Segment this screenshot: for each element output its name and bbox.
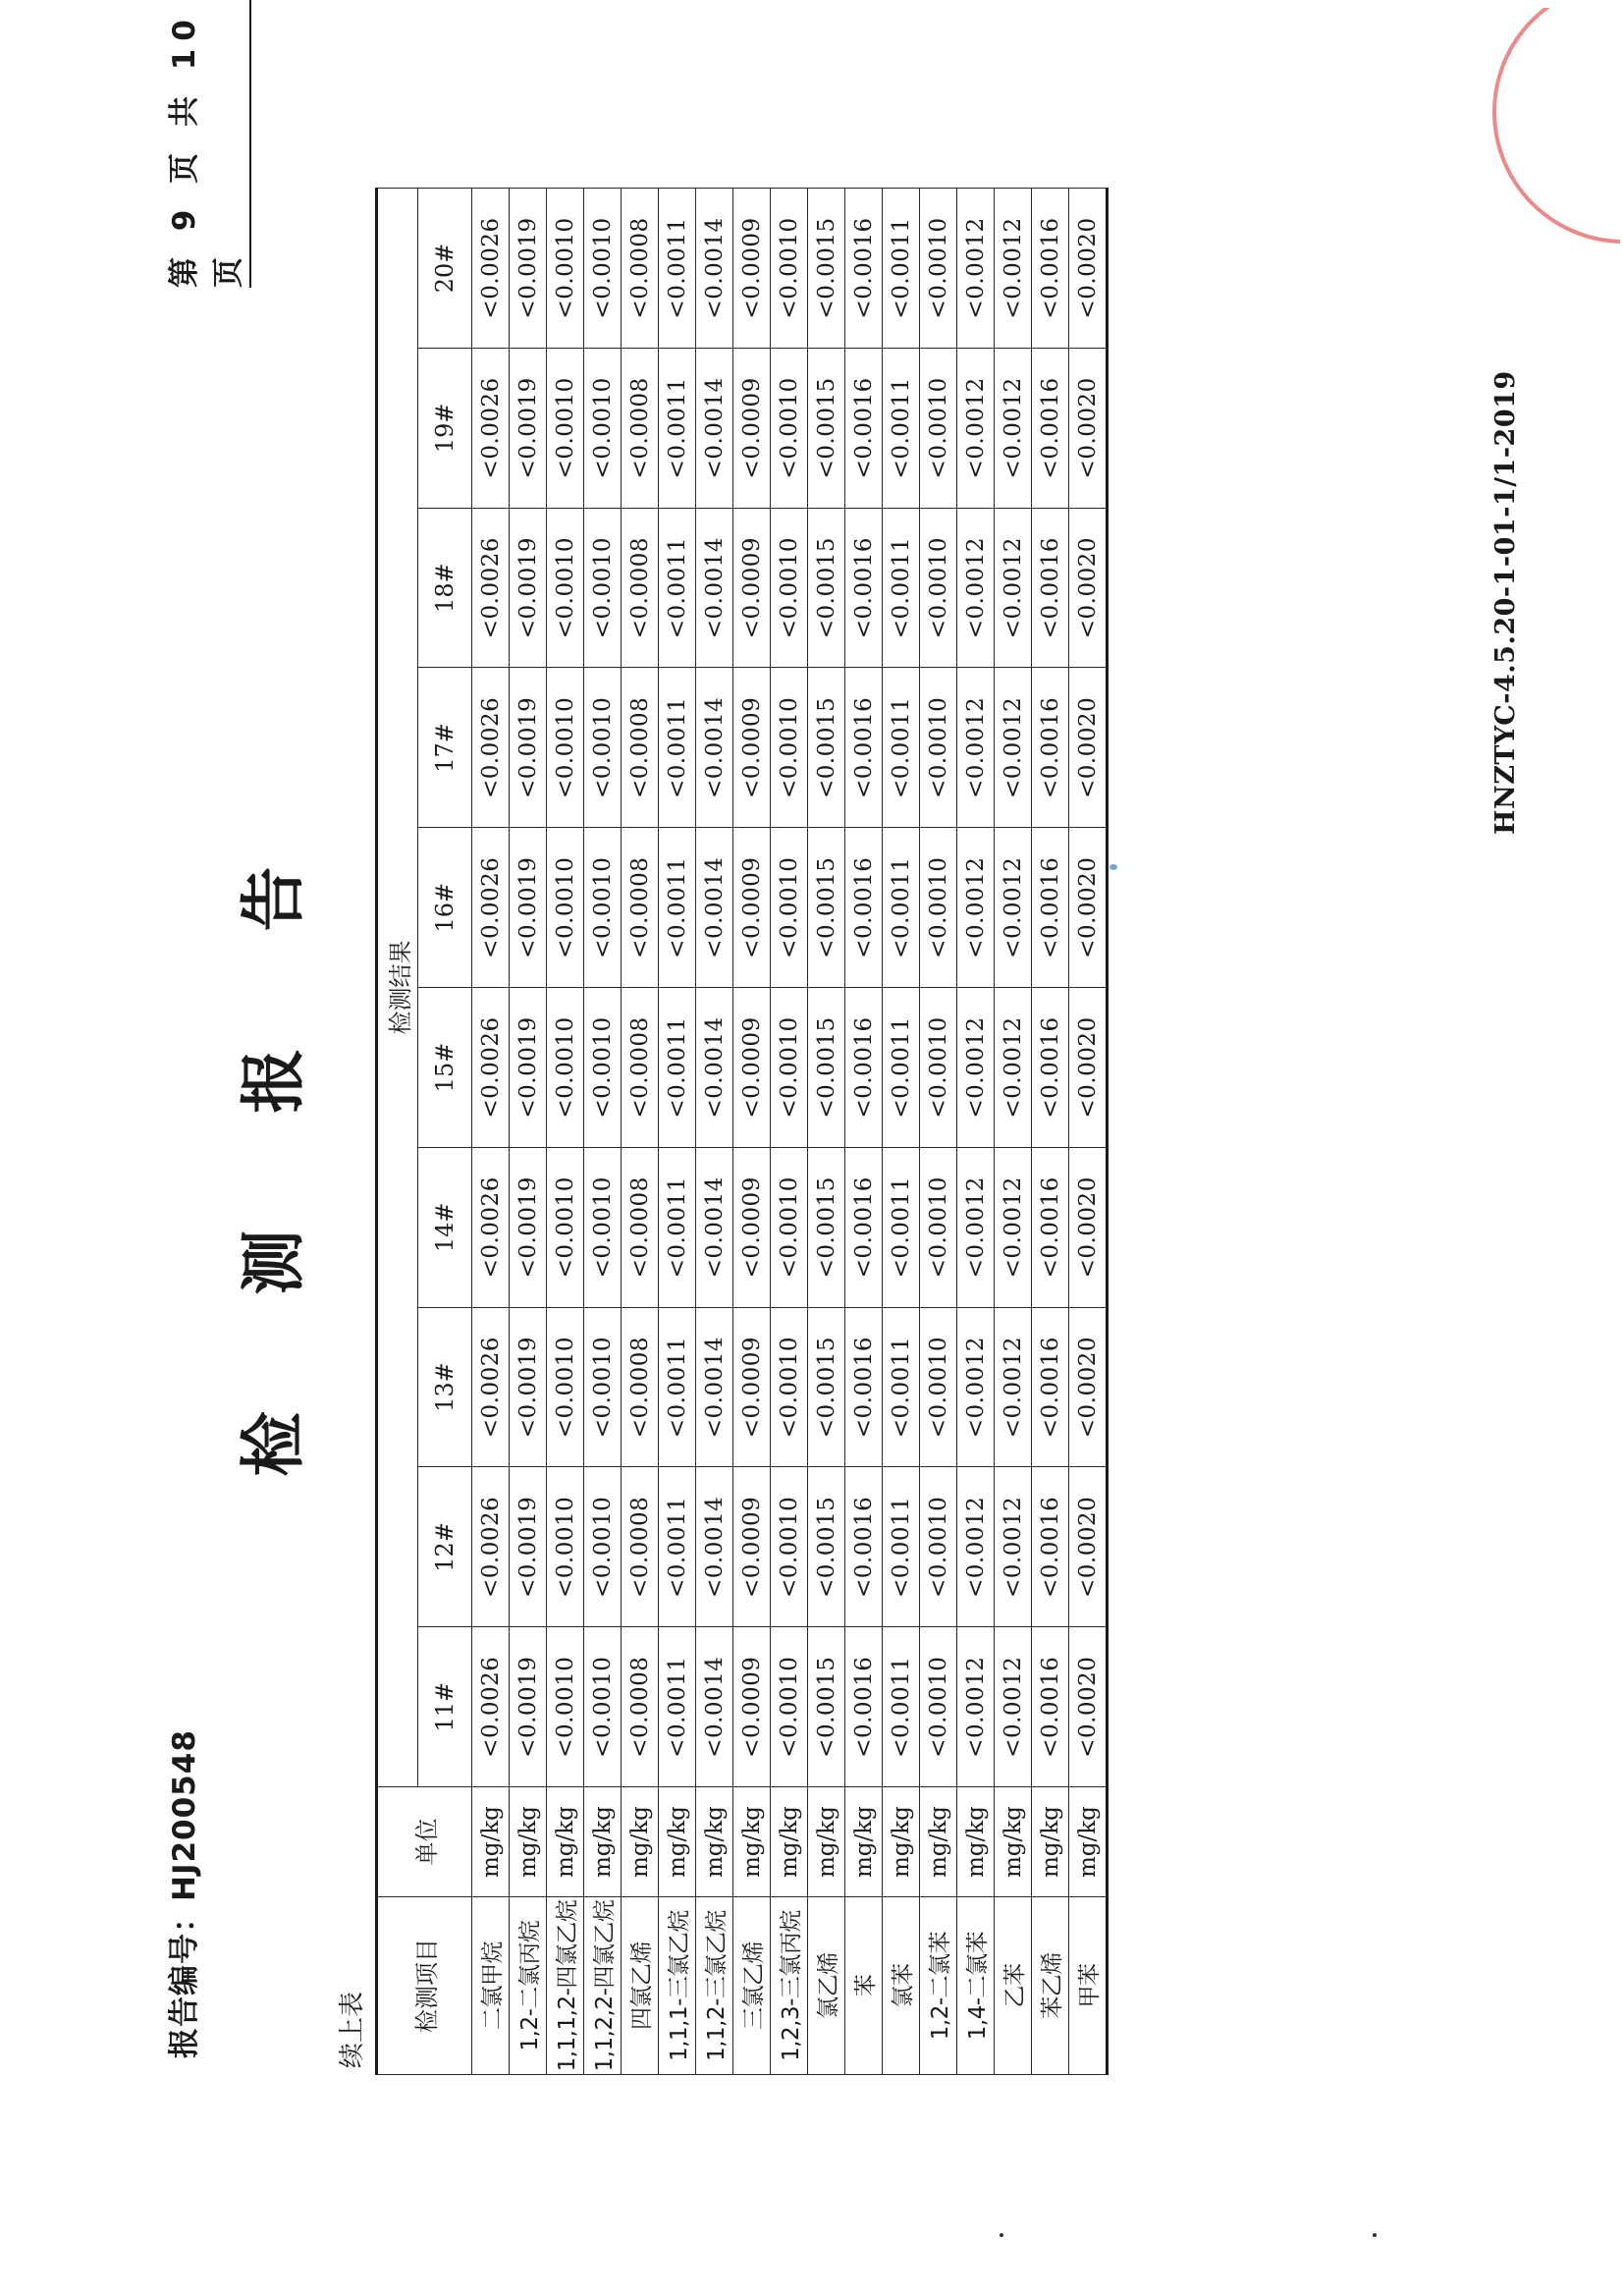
sample-header-cell: 15# xyxy=(418,988,472,1148)
result-cell: <0.0011 xyxy=(883,1627,920,1787)
result-cell: <0.0009 xyxy=(733,1627,771,1787)
item-cell: 1,1,1,2-四氯乙烷 xyxy=(547,1897,584,2075)
result-cell: <0.0008 xyxy=(622,988,659,1148)
result-cell: <0.0011 xyxy=(659,988,696,1148)
table-row xyxy=(622,189,659,2075)
table-row xyxy=(1032,189,1069,2075)
table-header-row xyxy=(377,189,418,2075)
result-cell: <0.0010 xyxy=(584,189,622,349)
scan-dot xyxy=(1373,2233,1377,2237)
result-cell: <0.0008 xyxy=(622,508,659,668)
result-cell: <0.0010 xyxy=(584,348,622,508)
unit-cell: mg/kg xyxy=(845,1787,883,1897)
result-cell: <0.0010 xyxy=(547,668,584,828)
result-cell: <0.0011 xyxy=(659,1467,696,1627)
result-cell: <0.0019 xyxy=(510,1147,547,1307)
item-cell: 二氯甲烷 xyxy=(472,1897,510,2075)
result-cell: <0.0011 xyxy=(883,668,920,828)
result-cell: <0.0010 xyxy=(584,1627,622,1787)
result-cell: <0.0010 xyxy=(771,348,808,508)
result-cell: <0.0010 xyxy=(584,508,622,668)
result-cell: <0.0012 xyxy=(995,1627,1032,1787)
result-cell: <0.0012 xyxy=(957,988,995,1148)
result-cell: <0.0026 xyxy=(472,1307,510,1467)
result-cell: <0.0015 xyxy=(808,189,845,349)
unit-cell: mg/kg xyxy=(733,1787,771,1897)
result-cell: <0.0019 xyxy=(510,1627,547,1787)
item-cell: 氯苯 xyxy=(883,1897,920,2075)
result-cell: <0.0019 xyxy=(510,828,547,988)
result-cell: <0.0016 xyxy=(1032,1627,1069,1787)
result-cell: <0.0009 xyxy=(733,988,771,1148)
result-cell: <0.0008 xyxy=(622,828,659,988)
page-number: 第 9 页 共 10 页 xyxy=(159,0,251,288)
results-body xyxy=(472,189,1108,2075)
result-cell: <0.0012 xyxy=(995,348,1032,508)
table-row xyxy=(920,189,957,2075)
result-cell: <0.0009 xyxy=(733,348,771,508)
result-cell: <0.0012 xyxy=(995,668,1032,828)
result-cell: <0.0014 xyxy=(696,508,733,668)
table-row xyxy=(547,189,584,2075)
item-cell: 1,2-二氯丙烷 xyxy=(510,1897,547,2075)
result-cell: <0.0014 xyxy=(696,1627,733,1787)
col-header-results: 检测结果 xyxy=(377,189,418,1787)
result-cell: <0.0016 xyxy=(1032,348,1069,508)
result-cell: <0.0026 xyxy=(472,828,510,988)
result-cell: <0.0011 xyxy=(659,189,696,349)
result-cell: <0.0019 xyxy=(510,1307,547,1467)
item-cell: 1,1,2,2-四氯乙烷 xyxy=(584,1897,622,2075)
result-cell: <0.0010 xyxy=(771,988,808,1148)
result-cell: <0.0012 xyxy=(957,508,995,668)
result-cell: <0.0020 xyxy=(1069,988,1108,1148)
result-cell: <0.0020 xyxy=(1069,189,1108,349)
result-cell: <0.0010 xyxy=(547,1147,584,1307)
result-cell: <0.0011 xyxy=(883,508,920,668)
result-cell: <0.0016 xyxy=(845,348,883,508)
result-cell: <0.0010 xyxy=(920,828,957,988)
item-cell: 三氯乙烯 xyxy=(733,1897,771,2075)
unit-cell: mg/kg xyxy=(1069,1787,1108,1897)
item-cell: 1,1,1-三氯乙烷 xyxy=(659,1897,696,2075)
result-cell: <0.0016 xyxy=(1032,1307,1069,1467)
item-cell: 甲苯 xyxy=(1069,1897,1108,2075)
table-row xyxy=(510,189,547,2075)
continued-label: 续上表 xyxy=(338,1991,367,2068)
result-cell: <0.0012 xyxy=(957,828,995,988)
result-cell: <0.0011 xyxy=(659,828,696,988)
result-cell: <0.0010 xyxy=(771,189,808,349)
table-row xyxy=(771,189,808,2075)
result-cell: <0.0012 xyxy=(995,988,1032,1148)
item-cell: 1,2-二氯苯 xyxy=(920,1897,957,2075)
result-cell: <0.0016 xyxy=(845,508,883,668)
result-cell: <0.0016 xyxy=(1032,189,1069,349)
result-cell: <0.0016 xyxy=(845,988,883,1148)
result-cell: <0.0019 xyxy=(510,189,547,349)
item-cell: 苯 xyxy=(845,1897,883,2075)
result-cell: <0.0012 xyxy=(995,1307,1032,1467)
result-cell: <0.0011 xyxy=(659,668,696,828)
result-cell: <0.0016 xyxy=(845,1307,883,1467)
result-cell: <0.0010 xyxy=(584,1307,622,1467)
result-cell: <0.0011 xyxy=(883,1147,920,1307)
report-title: 检 测 报 告 xyxy=(236,819,311,1477)
unit-cell: mg/kg xyxy=(808,1787,845,1897)
item-cell: 乙苯 xyxy=(995,1897,1032,2075)
result-cell: <0.0010 xyxy=(547,1307,584,1467)
result-cell: <0.0010 xyxy=(584,988,622,1148)
result-cell: <0.0019 xyxy=(510,348,547,508)
result-cell: <0.0020 xyxy=(1069,1467,1108,1627)
result-cell: <0.0026 xyxy=(472,508,510,668)
result-cell: <0.0011 xyxy=(883,348,920,508)
result-cell: <0.0026 xyxy=(472,189,510,349)
result-cell: <0.0020 xyxy=(1069,508,1108,668)
results-table xyxy=(375,188,1109,2075)
result-cell: <0.0016 xyxy=(845,668,883,828)
result-cell: <0.0008 xyxy=(622,1467,659,1627)
result-cell: <0.0020 xyxy=(1069,828,1108,988)
unit-cell: mg/kg xyxy=(510,1787,547,1897)
sample-header-cell: 12# xyxy=(418,1467,472,1627)
table-row xyxy=(883,189,920,2075)
result-cell: <0.0009 xyxy=(733,1467,771,1627)
result-cell: <0.0011 xyxy=(659,1307,696,1467)
result-cell: <0.0016 xyxy=(845,1627,883,1787)
sample-header-cell: 17# xyxy=(418,668,472,828)
result-cell: <0.0010 xyxy=(920,348,957,508)
result-cell: <0.0016 xyxy=(845,1467,883,1627)
unit-cell: mg/kg xyxy=(883,1787,920,1897)
result-cell: <0.0011 xyxy=(659,1147,696,1307)
unit-cell: mg/kg xyxy=(696,1787,733,1897)
result-cell: <0.0016 xyxy=(845,189,883,349)
result-cell: <0.0008 xyxy=(622,189,659,349)
result-cell: <0.0016 xyxy=(1032,508,1069,668)
result-cell: <0.0019 xyxy=(510,1467,547,1627)
sample-header-cell: 13# xyxy=(418,1307,472,1467)
table-row xyxy=(845,189,883,2075)
item-cell: 苯乙烯 xyxy=(1032,1897,1069,2075)
col-header-item: 检测项目 xyxy=(377,1897,472,2075)
result-cell: <0.0010 xyxy=(920,1467,957,1627)
result-cell: <0.0010 xyxy=(771,1467,808,1627)
sample-header-cell: 11# xyxy=(418,1627,472,1787)
result-cell: <0.0011 xyxy=(659,508,696,668)
result-cell: <0.0008 xyxy=(622,1147,659,1307)
result-cell: <0.0016 xyxy=(1032,828,1069,988)
unit-cell: mg/kg xyxy=(920,1787,957,1897)
sample-header-cell: 20# xyxy=(418,189,472,349)
result-cell: <0.0011 xyxy=(883,1467,920,1627)
result-cell: <0.0012 xyxy=(957,189,995,349)
result-cell: <0.0015 xyxy=(808,1467,845,1627)
result-cell: <0.0010 xyxy=(771,508,808,668)
result-cell: <0.0011 xyxy=(883,828,920,988)
result-cell: <0.0010 xyxy=(547,189,584,349)
result-cell: <0.0010 xyxy=(920,988,957,1148)
sample-header-cell: 16# xyxy=(418,828,472,988)
result-cell: <0.0014 xyxy=(696,988,733,1148)
result-cell: <0.0026 xyxy=(472,1147,510,1307)
result-cell: <0.0010 xyxy=(771,1307,808,1467)
col-header-unit: 单位 xyxy=(377,1787,472,1897)
result-cell: <0.0020 xyxy=(1069,1147,1108,1307)
result-cell: <0.0010 xyxy=(547,348,584,508)
result-cell: <0.0010 xyxy=(920,189,957,349)
result-cell: <0.0026 xyxy=(472,1467,510,1627)
result-cell: <0.0019 xyxy=(510,668,547,828)
result-cell: <0.0010 xyxy=(584,668,622,828)
result-cell: <0.0010 xyxy=(584,828,622,988)
result-cell: <0.0010 xyxy=(771,828,808,988)
result-cell: <0.0014 xyxy=(696,1467,733,1627)
result-cell: <0.0009 xyxy=(733,508,771,668)
result-cell: <0.0014 xyxy=(696,828,733,988)
sample-header-cell: 19# xyxy=(418,348,472,508)
result-cell: <0.0015 xyxy=(808,348,845,508)
result-cell: <0.0014 xyxy=(696,189,733,349)
result-cell: <0.0026 xyxy=(472,988,510,1148)
result-cell: <0.0009 xyxy=(733,189,771,349)
unit-cell: mg/kg xyxy=(771,1787,808,1897)
result-cell: <0.0010 xyxy=(771,1147,808,1307)
table-row xyxy=(808,189,845,2075)
item-cell: 四氯乙烯 xyxy=(622,1897,659,2075)
result-cell: <0.0012 xyxy=(957,348,995,508)
result-cell: <0.0010 xyxy=(920,1627,957,1787)
unit-cell: mg/kg xyxy=(995,1787,1032,1897)
result-cell: <0.0016 xyxy=(1032,988,1069,1148)
seal-stamp-fragment xyxy=(1453,8,1620,273)
result-cell: <0.0012 xyxy=(995,189,1032,349)
result-cell: <0.0026 xyxy=(472,1627,510,1787)
sample-header-cell: 18# xyxy=(418,508,472,668)
result-cell: <0.0010 xyxy=(771,1627,808,1787)
result-cell: <0.0014 xyxy=(696,1307,733,1467)
result-cell: <0.0010 xyxy=(547,1467,584,1627)
result-cell: <0.0014 xyxy=(696,1147,733,1307)
unit-cell: mg/kg xyxy=(547,1787,584,1897)
result-cell: <0.0008 xyxy=(622,348,659,508)
result-cell: <0.0016 xyxy=(1032,668,1069,828)
table-row xyxy=(733,189,771,2075)
result-cell: <0.0010 xyxy=(920,1307,957,1467)
result-cell: <0.0020 xyxy=(1069,668,1108,828)
table-row xyxy=(659,189,696,2075)
result-cell: <0.0012 xyxy=(995,1467,1032,1627)
result-cell: <0.0014 xyxy=(696,668,733,828)
result-cell: <0.0008 xyxy=(622,1307,659,1467)
unit-cell: mg/kg xyxy=(472,1787,510,1897)
unit-cell: mg/kg xyxy=(584,1787,622,1897)
result-cell: <0.0009 xyxy=(733,668,771,828)
result-cell: <0.0015 xyxy=(808,1307,845,1467)
result-cell: <0.0012 xyxy=(957,1147,995,1307)
result-cell: <0.0011 xyxy=(883,189,920,349)
item-cell: 1,1,2-三氯乙烷 xyxy=(696,1897,733,2075)
result-cell: <0.0016 xyxy=(1032,1147,1069,1307)
result-cell: <0.0010 xyxy=(547,508,584,668)
report-number: 报告编号：HJ200548 xyxy=(167,1729,202,2058)
result-cell: <0.0015 xyxy=(808,668,845,828)
result-cell: <0.0010 xyxy=(771,668,808,828)
result-cell: <0.0011 xyxy=(659,348,696,508)
table-row xyxy=(472,189,510,2075)
result-cell: <0.0019 xyxy=(510,988,547,1148)
result-cell: <0.0010 xyxy=(920,508,957,668)
table-row xyxy=(957,189,995,2075)
result-cell: <0.0015 xyxy=(808,988,845,1148)
item-cell: 氯乙烯 xyxy=(808,1897,845,2075)
result-cell: <0.0010 xyxy=(920,1147,957,1307)
result-cell: <0.0016 xyxy=(1032,1467,1069,1627)
result-cell: <0.0010 xyxy=(547,1627,584,1787)
table-row xyxy=(1069,189,1108,2075)
unit-cell: mg/kg xyxy=(622,1787,659,1897)
result-cell: <0.0010 xyxy=(584,1467,622,1627)
result-cell: <0.0009 xyxy=(733,1307,771,1467)
result-cell: <0.0009 xyxy=(733,828,771,988)
result-cell: <0.0015 xyxy=(808,828,845,988)
result-cell: <0.0015 xyxy=(808,1147,845,1307)
result-cell: <0.0010 xyxy=(920,668,957,828)
item-cell: 1,2,3-三氯丙烷 xyxy=(771,1897,808,2075)
result-cell: <0.0012 xyxy=(957,668,995,828)
unit-cell: mg/kg xyxy=(957,1787,995,1897)
result-cell: <0.0016 xyxy=(845,1147,883,1307)
result-cell: <0.0012 xyxy=(995,828,1032,988)
table-row xyxy=(696,189,733,2075)
result-cell: <0.0012 xyxy=(995,1147,1032,1307)
result-cell: <0.0010 xyxy=(547,828,584,988)
result-cell: <0.0015 xyxy=(808,1627,845,1787)
result-cell: <0.0012 xyxy=(957,1307,995,1467)
unit-cell: mg/kg xyxy=(659,1787,696,1897)
result-cell: <0.0010 xyxy=(547,988,584,1148)
result-cell: <0.0008 xyxy=(622,668,659,828)
table-row xyxy=(995,189,1032,2075)
result-cell: <0.0008 xyxy=(622,1627,659,1787)
document-code: HNZTYC-4.5.20-1-01-1/1-2019 xyxy=(1490,370,1521,835)
scan-speck xyxy=(1109,864,1117,870)
scan-dot xyxy=(1000,2233,1003,2237)
table-row xyxy=(584,189,622,2075)
sample-header-cell: 14# xyxy=(418,1147,472,1307)
result-cell: <0.0012 xyxy=(995,508,1032,668)
result-cell: <0.0012 xyxy=(957,1627,995,1787)
result-cell: <0.0016 xyxy=(845,828,883,988)
result-cell: <0.0011 xyxy=(659,1627,696,1787)
result-cell: <0.0012 xyxy=(957,1467,995,1627)
result-cell: <0.0009 xyxy=(733,1147,771,1307)
item-cell: 1,4-二氯苯 xyxy=(957,1897,995,2075)
result-cell: <0.0019 xyxy=(510,508,547,668)
result-cell: <0.0015 xyxy=(808,508,845,668)
result-cell: <0.0014 xyxy=(696,348,733,508)
result-cell: <0.0026 xyxy=(472,668,510,828)
result-cell: <0.0020 xyxy=(1069,1307,1108,1467)
result-cell: <0.0011 xyxy=(883,1307,920,1467)
result-cell: <0.0011 xyxy=(883,988,920,1148)
result-cell: <0.0010 xyxy=(584,1147,622,1307)
result-cell: <0.0020 xyxy=(1069,1627,1108,1787)
result-cell: <0.0020 xyxy=(1069,348,1108,508)
result-cell: <0.0026 xyxy=(472,348,510,508)
unit-cell: mg/kg xyxy=(1032,1787,1069,1897)
